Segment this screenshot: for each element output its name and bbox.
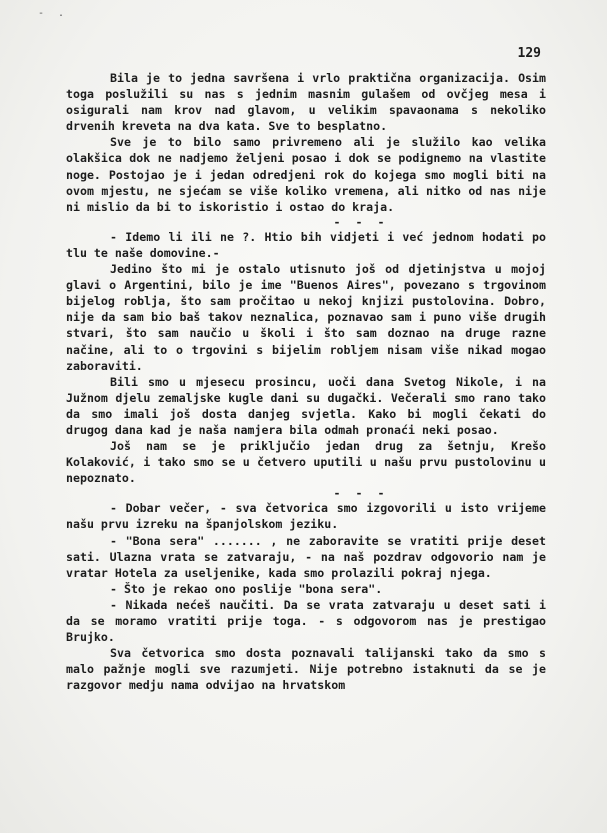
paragraph: - Što je rekao ono poslije "bona sera". — [110, 581, 383, 596]
paragraph: - Nikada nećeš naučiti. Da se vrata zatvaraju u deset sati i da se moramo vratiti prije toga. - s odgovorom nas je prestigao Brujko. — [66, 597, 546, 645]
paragraph: Bila je to jedna savršena i vrlo praktična organizacija. Osim toga poslužili su nas s jednim masnim gulašem od ovčjeg mesa i osigurali nam krov nad glavom, u velikim spavaonama s nekoliko drvenih kreveta na dva kata. Sve to besplatno. — [66, 71, 546, 134]
paragraph: - "Bona sera" ....... , ne zaboravite se vratiti prije deset sati. Ulazna vrata se zatvaraju, - na naš pozdrav odgovorio nam je vratar Hotela za useljenike, kada smo prolazili pokraj njega. — [66, 533, 546, 580]
paragraph: Bili smo u mjesecu prosincu, uoči dana Svetog Nikole, i na Južnom djelu zemaljske kugle dani su dugački. Večerali smo rano tako da smo imali još dosta danjeg svjetla. Kako bi mogli čekati do drugog dana kad je naša namjera bila odmah pronaći neki posao. — [66, 374, 546, 437]
section-separator: - - - — [333, 214, 389, 229]
corner-marks: - . — [38, 8, 69, 19]
paragraph: Još nam se je priključio jedan drug za šetnju, Krešo Kolaković, i tako smo se u četvero uputili u našu prvu pustolovinu u nepoznato. — [66, 439, 546, 486]
page-number: 129 — [517, 46, 541, 61]
paragraph: Sva četvorica smo dosta poznavali talijanski tako da smo s malo pažnje mogli sve razumjeti. Nije potrebno istaknuti da se je razgovor medju nama odvijao na hrvatskom — [66, 646, 546, 693]
paragraph: Sve je to bilo samo privremeno ali je služilo kao velika olakšica dok ne nadjemo željeni posao i dok se podignemo na vlastite noge. Postojao je i jedan odredjeni rok do kojega smo mogli biti na ovom mjestu, ne sjećam se više koliko vremena, ali nitko od nas nije ni mislio da bi to iskoristio i ostao do kraja. — [66, 135, 546, 214]
paragraph: - Dobar večer, - sva četvorica smo izgovorili u isto vrijeme našu prvu izreku na španjolskom jeziku. — [66, 501, 546, 532]
body-text — [66, 70, 546, 693]
paragraph: - Idemo li ili ne ?. Htio bih vidjeti i već jednom hodati po tlu te naše domovine.- — [66, 229, 546, 260]
section-separator: - - - — [333, 486, 389, 501]
paragraph: Jedino što mi je ostalo utisnuto još od djetinjstva u mojoj glavi o Argentini, bilo je ime "Buenos Aires", povezano s trgovinom bijelog roblja, što sam pročitao u nekoj knjizi pustolovina. Dobro, nije da sam bio baš takov neznalica, poznavao sam i puno više drugih stvari, što sam naučio u školi i što sam doznao na druge razne načine, ali to o trgovini s bijelim robljem nisam više nikad mogao zaboraviti. — [66, 262, 546, 373]
